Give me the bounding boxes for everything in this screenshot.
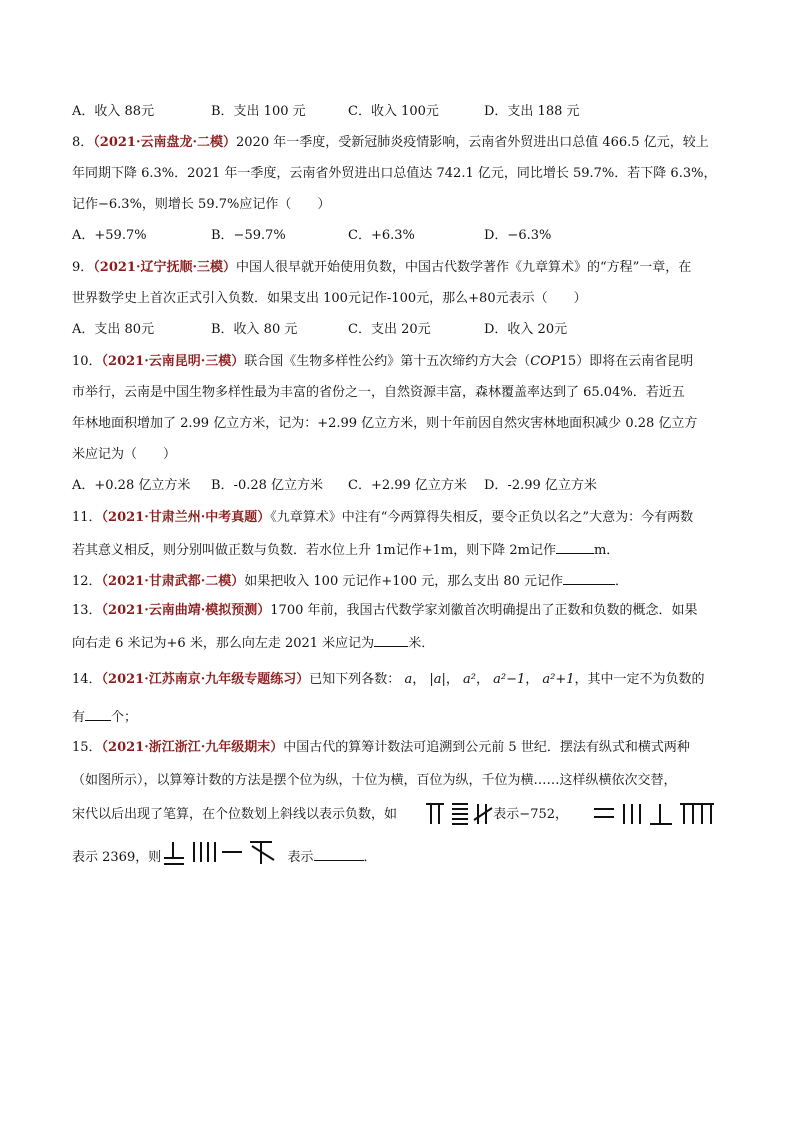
q9-line-2: 世界数学史上首次正式引入负数．如果支出 100元记作-100元，那么+80元表示（ ） (72, 291, 587, 306)
q14-text-1-end: ，其中一定不为负数的 (574, 672, 705, 687)
q14-source: （2021·江苏南京·九年级专题练习） (101, 672, 310, 687)
q13-text-2a: 向右走 6 米记为+6 米，那么向左走 2021 米应记为 (72, 636, 375, 651)
q8-option-d[interactable]: D．−6.3% (484, 228, 552, 243)
q14-term-2: |a| (429, 672, 446, 687)
q9-option-b[interactable]: B．收入 80 元 (211, 322, 298, 337)
q13-source: （2021·云南曲靖·模拟预测） (101, 603, 271, 618)
q13-text-1: 1700 年前，我国古代数学家刘徽首次明确提出了正数和负数的概念．如果 (270, 603, 698, 618)
q12-end: ． (615, 574, 629, 589)
q10-line-1 (72, 352, 693, 372)
q12-line-1 (72, 570, 628, 592)
q13-line-2 (72, 632, 434, 654)
q9-option-d[interactable]: D．收入 20元 (484, 322, 568, 337)
q9-option-a[interactable]: A．支出 80元 (72, 322, 155, 337)
q15-text-4a: 表示 2369，则 (72, 850, 162, 865)
q9-source: （2021·辽宁抚顺·三模） (93, 260, 237, 275)
q11-text-2b: m． (593, 543, 620, 558)
q12-number: 12． (72, 574, 102, 589)
q12-answer-blank[interactable] (563, 570, 615, 585)
q14-line-1: 14．（2021·江苏南京·九年级专题练习）已知下列各数： a， |a|， a²， a²−1， a²+1，其中一定不为负数的 (72, 672, 705, 687)
q10-line-4: 米应记为（ ） (72, 447, 177, 462)
q8-source: （2021·云南盘龙·二模） (93, 135, 237, 150)
q14-term-4: a²−1 (493, 672, 526, 687)
q9-option-c[interactable]: C．支出 20元 (348, 322, 431, 337)
q13-text-2b: 米． (408, 636, 435, 651)
q8-line-1 (72, 133, 709, 153)
q15-end: ． (363, 850, 377, 865)
q11-source: （2021·甘肃兰州·中考真题） (101, 510, 271, 525)
q8-option-c[interactable]: C．+6.3% (348, 228, 415, 243)
q9-line-1 (72, 258, 691, 278)
q7-option-c[interactable]: C．收入 100元 (348, 104, 439, 119)
q14-text-2b: 个； (111, 710, 138, 725)
q15-line-1 (72, 738, 690, 758)
counting-rods-question-figure (162, 838, 278, 868)
q9-number: 9． (72, 260, 94, 275)
q8-line-2: 年同期下降 6.3%．2021 年一季度，云南省外贸进出口总值达 742.1 亿元，同比增长 59.7%．若下降 6.3%， (72, 166, 717, 181)
q10-cop: COP (530, 354, 560, 369)
q14-term-5: a²+1 (542, 672, 575, 687)
q10-option-d[interactable]: D．-2.99 亿立方米 (484, 478, 597, 493)
q11-number: 11． (72, 510, 102, 525)
q10-number: 10． (72, 354, 102, 369)
q14-text-1: 已知下列各数： (309, 672, 401, 687)
q7-option-b[interactable]: B．支出 100 元 (211, 104, 306, 119)
q14-term-1: a (404, 672, 413, 687)
q14-term-3: a² (463, 672, 476, 687)
q15-text-3a: 宋代以后出现了笔算，在个位数划上斜线以表示负数，如 (72, 807, 398, 822)
q13-answer-blank[interactable] (374, 632, 408, 647)
q8-text-1: 2020 年一季度，受新冠肺炎疫情影响，云南省外贸进出口总值 466.5 亿元，较上 (236, 135, 709, 150)
q7-option-d[interactable]: D．支出 188 元 (484, 104, 580, 119)
counting-rods-2369 (592, 800, 718, 828)
q9-text-1: 中国人很早就开始使用负数，中国古代数学著作《九章算术》的“方程”一章，在 (236, 260, 692, 275)
q10-text-1a: 联合国《生物多样性公约》第十五次缔约方大会（ (244, 354, 531, 369)
q12-text-1: 如果把收入 100 元记作+100 元，那么支出 80 元记作 (244, 574, 564, 589)
q10-option-b[interactable]: B．-0.28 亿立方米 (211, 478, 324, 493)
q10-option-a[interactable]: A．+0.28 亿立方米 (72, 478, 191, 493)
q8-number: 8． (72, 135, 94, 150)
q15-answer-blank[interactable] (314, 846, 364, 861)
q11-answer-blank[interactable] (556, 539, 594, 554)
q11-text-1: 《九章算术》中注有“今两算得失相反，要令正负以名之”大意为：今有两数 (270, 510, 694, 525)
q10-option-c[interactable]: C．+2.99 亿立方米 (348, 478, 467, 493)
q13-line-1 (72, 601, 698, 621)
q14-text-2a: 有 (72, 710, 86, 725)
q14-answer-blank[interactable] (85, 706, 111, 721)
q8-option-b[interactable]: B．−59.7% (211, 228, 286, 243)
q11-line-2 (72, 539, 619, 561)
q15-text-1: 中国古代的算筹计数法可追溯到公元前 5 世纪．摆法有纵式和横式两种 (283, 740, 690, 755)
q8-line-3: 记作−6.3%，则增长 59.7%应记作（ ） (72, 197, 331, 212)
q10-text-1c: 15）即将在云南省昆明 (559, 354, 694, 369)
q15-source: （2021·浙江浙江·九年级期末） (101, 740, 284, 755)
q11-line-1 (72, 508, 693, 528)
q10-line-2: 市举行，云南是中国生物多样性最为丰富的省份之一，自然资源丰富，森林覆盖率达到了 65.04%．若近五 (72, 385, 685, 400)
q15-number: 15． (72, 740, 102, 755)
q14-number: 14． (72, 672, 102, 687)
q15-text-3b: 表示−752， (493, 807, 569, 822)
q8-option-a[interactable]: A．+59.7% (72, 228, 147, 243)
q11-text-2a: 若其意义相反，则分别叫做正数与负数．若水位上升 1m记作+1m，则下降 2m记作 (72, 543, 556, 558)
q14-line-2 (72, 706, 137, 728)
q13-number: 13． (72, 603, 102, 618)
q10-source: （2021·云南昆明·三模） (101, 354, 245, 369)
counting-rods-negative-752 (424, 800, 504, 828)
q12-source: （2021·甘肃武都·二模） (101, 574, 245, 589)
q10-line-3: 年林地面积增加了 2.99 亿立方米，记为：+2.99 亿立方米，则十年前因自然灾害林地面积减少 0.28 亿立方 (72, 416, 698, 431)
q7-option-a[interactable]: A．收入 88元 (72, 104, 155, 119)
q15-text-4b: 表示 (287, 850, 314, 865)
q15-line-2: （如图所示），以算筹计数的方法是摆个位为纵，十位为横，百位为纵，千位为横……这样纵横依次交替， (72, 773, 677, 788)
